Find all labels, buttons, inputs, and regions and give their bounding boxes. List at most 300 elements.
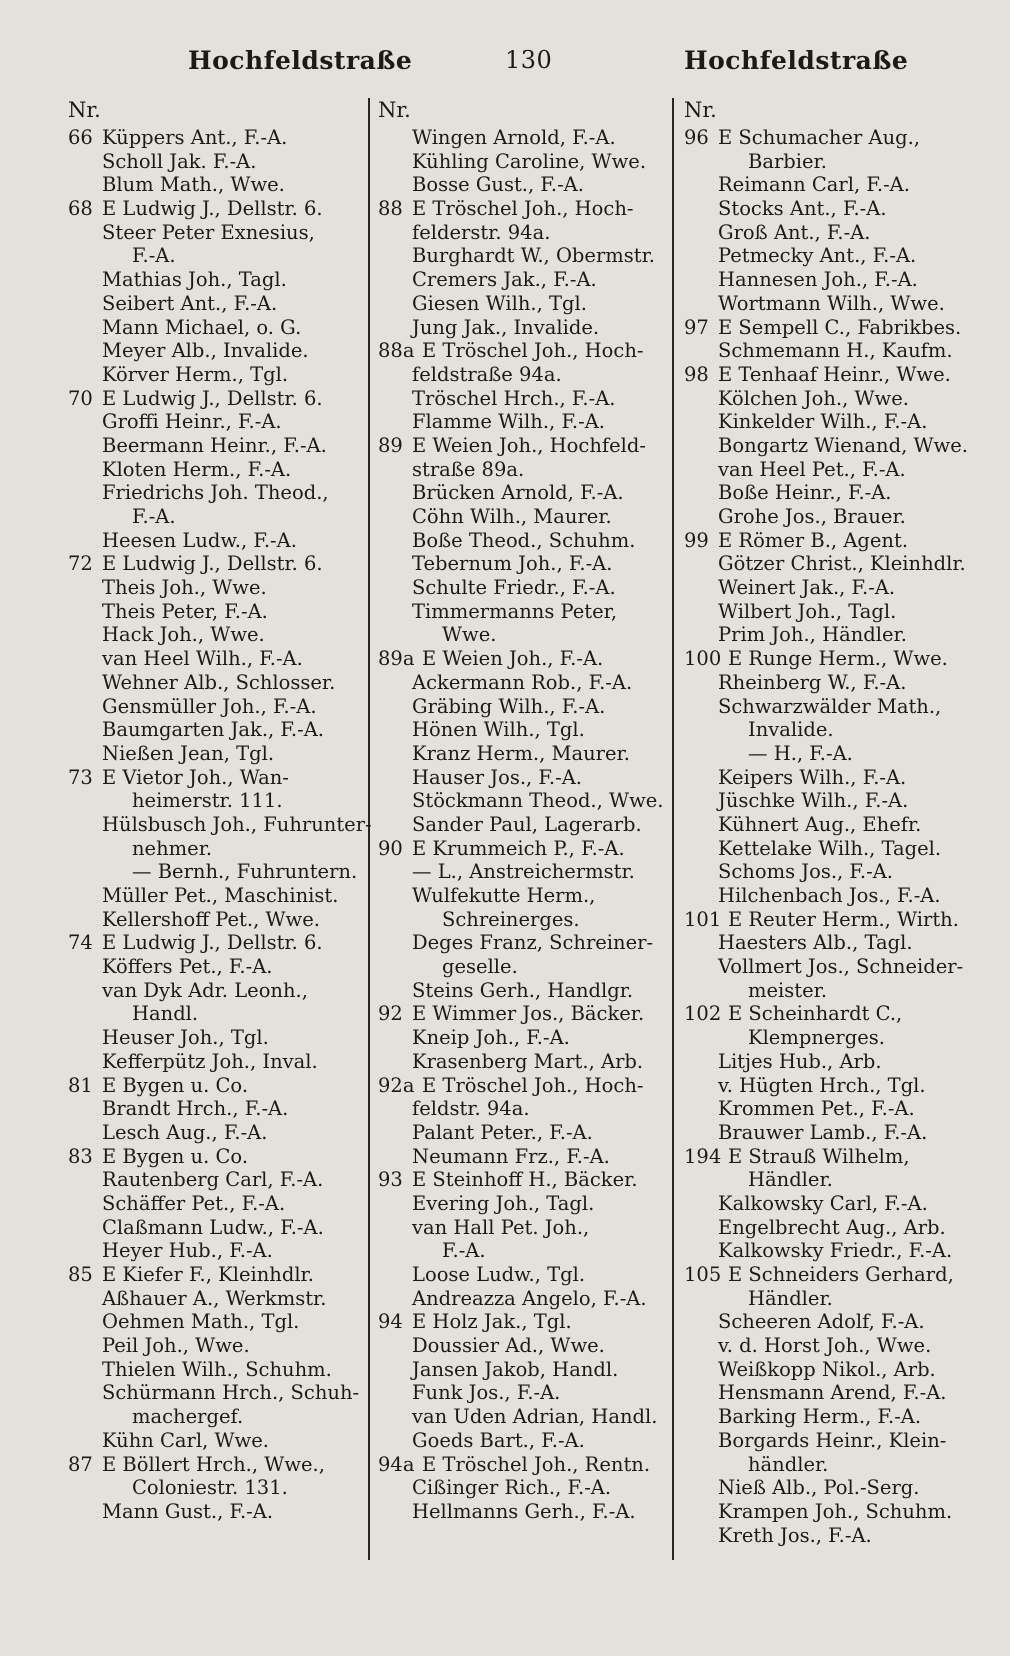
entry-text: E Tröschel Joh., Hoch-	[422, 1073, 644, 1097]
directory-entry	[68, 244, 364, 268]
entry-text: Neumann Frz., F.-A.	[412, 1144, 610, 1168]
entry-text: Wulfekutte Herm.,	[412, 884, 596, 907]
directory-entry	[684, 742, 984, 766]
directory-entry	[378, 173, 668, 197]
directory-entry	[378, 505, 668, 529]
house-number: 92a	[378, 1073, 415, 1097]
directory-entry	[68, 908, 364, 932]
directory-entry	[68, 1263, 364, 1287]
directory-entry	[684, 1500, 984, 1524]
entry-text: Doussier Ad., Wwe.	[412, 1334, 605, 1358]
entry-text: E Weien Joh., F.-A.	[422, 647, 604, 671]
entry-text: Brandt Hrch., F.-A.	[102, 1097, 289, 1121]
entry-text: Jung Jak., Invalide.	[412, 315, 600, 339]
directory-entry	[378, 1145, 668, 1169]
directory-entry	[378, 647, 668, 671]
entry-text: Hilchenbach Jos., F.-A.	[718, 884, 941, 907]
directory-entry	[684, 1026, 984, 1050]
entry-text: Küppers Ant., F.-A.	[102, 126, 288, 149]
entry-text: nehmer.	[132, 836, 213, 860]
directory-entry	[68, 173, 364, 197]
directory-entry	[378, 1476, 668, 1500]
entry-text: Cöhn Wilh., Maurer.	[412, 505, 612, 528]
entry-text: Funk Jos., F.-A.	[412, 1381, 561, 1405]
directory-entry	[378, 695, 668, 719]
directory-entry	[68, 1500, 364, 1524]
entry-text: Kneip Joh., F.-A.	[412, 1026, 570, 1050]
directory-entry	[378, 434, 668, 458]
entry-text: E Runge Herm., Wwe.	[728, 647, 948, 671]
entry-text: Kellershoff Pet., Wwe.	[102, 907, 320, 931]
directory-entry	[684, 1310, 984, 1334]
directory-entry	[68, 884, 364, 908]
entry-text: Giesen Wilh., Tgl.	[412, 291, 587, 315]
house-number: 94	[378, 1310, 403, 1334]
entry-text: E Krummeich P., F.-A.	[412, 836, 625, 860]
directory-entry	[684, 173, 984, 197]
entry-text: Baumgarten Jak., F.-A.	[102, 718, 324, 742]
entry-text: Bongartz Wienand, Wwe.	[718, 433, 968, 457]
entry-text: Heuser Joh., Tgl.	[102, 1026, 269, 1050]
entry-text: händler.	[748, 1452, 829, 1476]
directory-entry	[684, 410, 984, 434]
entry-text: Schulte Friedr., F.-A.	[412, 576, 616, 600]
entry-text: Schäffer Pet., F.-A.	[102, 1191, 286, 1215]
directory-entry	[378, 1002, 668, 1026]
directory-entry	[684, 1263, 984, 1287]
entry-text: Wwe.	[442, 623, 497, 647]
directory-entry	[378, 150, 668, 174]
entry-text: Vollmert Jos., Schneider-	[718, 955, 964, 979]
house-number: 83	[68, 1144, 93, 1168]
house-number: 73	[68, 765, 93, 789]
entry-text: Steins Gerh., Handlgr.	[412, 978, 634, 1002]
entry-text: Meyer Alb., Invalide.	[102, 339, 309, 363]
entry-text: E Steinhoff H., Bäcker.	[412, 1168, 638, 1192]
directory-entry	[684, 292, 984, 316]
entry-text: — L., Anstreichermstr.	[412, 860, 635, 884]
directory-entry	[68, 837, 364, 861]
entry-text: E Kiefer F., Kleinhdlr.	[102, 1263, 314, 1286]
directory-entry	[68, 812, 372, 837]
entry-text: Theis Peter, F.-A.	[102, 599, 268, 623]
house-number: 105	[684, 1263, 722, 1286]
directory-entry	[68, 1239, 364, 1263]
directory-entry	[378, 884, 668, 908]
entry-text: Peil Joh., Wwe.	[102, 1334, 250, 1358]
entry-text: E Bygen u. Co.	[102, 1144, 249, 1168]
entry-text: E Holz Jak., Tgl.	[412, 1310, 572, 1334]
entry-text: Schwarzwälder Math.,	[718, 694, 942, 718]
directory-entry	[68, 434, 364, 458]
directory-entry	[68, 1476, 364, 1500]
directory-entry	[68, 600, 364, 624]
directory-entry	[378, 1334, 668, 1358]
directory-entry	[684, 1121, 984, 1145]
entry-list	[68, 126, 372, 1524]
house-number: 74	[68, 931, 93, 955]
directory-entry	[68, 552, 364, 576]
entry-text: Litjes Hub., Arb.	[718, 1049, 882, 1073]
entry-text: Haesters Alb., Tagl.	[718, 931, 913, 955]
entry-text: Palant Peter., F.-A.	[412, 1120, 593, 1144]
entry-text: Hannesen Joh., F.-A.	[718, 268, 918, 292]
entry-text: Jansen Jakob, Handl.	[412, 1357, 619, 1381]
entry-text: E Reuter Herm., Wirth.	[728, 907, 959, 931]
directory-entry	[68, 529, 364, 553]
entry-text: Körver Herm., Tgl.	[102, 362, 289, 386]
directory-entry	[684, 931, 984, 955]
running-head-left: Hochfeldstraße	[188, 46, 413, 75]
house-number: 87	[68, 1452, 93, 1476]
entry-text: Hellmanns Gerh., F.-A.	[412, 1499, 636, 1523]
entry-text: Kloten Herm., F.-A.	[102, 457, 292, 481]
entry-text: — Bernh., Fuhruntern.	[132, 860, 358, 884]
entry-text: machergef.	[132, 1405, 244, 1429]
directory-entry	[684, 1145, 984, 1169]
entry-text: Tröschel Hrch., F.-A.	[412, 386, 616, 410]
directory-entry	[684, 197, 984, 221]
entry-text: Barking Herm., F.-A.	[718, 1405, 922, 1429]
directory-entry	[68, 1381, 364, 1405]
directory-entry	[68, 955, 364, 979]
entry-text: E Ludwig J., Dellstr. 6.	[102, 386, 323, 410]
directory-entry	[684, 979, 984, 1003]
entry-text: Aßhauer A., Werkmstr.	[102, 1286, 327, 1310]
entry-text: Kühling Caroline, Wwe.	[412, 149, 647, 173]
running-head-right: Hochfeldstraße	[684, 46, 909, 75]
entry-text: Oehmen Math., Tgl.	[102, 1310, 300, 1334]
directory-entry	[684, 1453, 984, 1477]
directory-entry	[68, 1358, 364, 1382]
directory-entry	[684, 813, 984, 837]
directory-entry	[684, 1192, 984, 1216]
directory-entry	[68, 1074, 364, 1098]
house-number: 96	[684, 126, 709, 149]
house-number: 70	[68, 386, 93, 410]
directory-entry	[684, 576, 984, 600]
house-number: 89	[378, 433, 403, 457]
directory-entry	[378, 1192, 668, 1216]
entry-text: E Weien Joh., Hochfeld-	[412, 433, 646, 457]
directory-entry	[378, 529, 668, 553]
entry-text: Kranz Herm., Maurer.	[412, 741, 630, 765]
directory-entry	[684, 1216, 984, 1240]
directory-entry	[378, 1026, 668, 1050]
entry-text: Cißinger Rich., F.-A.	[412, 1476, 612, 1500]
directory-entry	[68, 979, 364, 1003]
directory-entry	[68, 1192, 364, 1216]
directory-entry	[68, 718, 364, 742]
entry-text: Götzer Christ., Kleinhdlr.	[718, 552, 966, 576]
entry-text: Nieß Alb., Pol.-Serg.	[718, 1476, 920, 1500]
directory-entry	[68, 150, 364, 174]
directory-entry	[684, 1097, 984, 1121]
house-number: 97	[684, 315, 709, 339]
entry-text: Barbier.	[748, 149, 827, 173]
directory-entry	[68, 481, 364, 505]
entry-text: heimerstr. 111.	[132, 789, 283, 813]
house-number: 88	[378, 197, 403, 221]
directory-entry	[684, 647, 984, 671]
entry-text: Schoms Jos., F.-A.	[718, 860, 893, 884]
entry-list	[684, 126, 984, 1547]
house-number: 102	[684, 1002, 722, 1026]
entry-text: Bosse Gust., F.-A.	[412, 173, 584, 197]
directory-entry	[684, 150, 984, 174]
entry-text: Händler.	[748, 1168, 833, 1192]
house-number: 66	[68, 126, 93, 149]
directory-entry	[68, 1002, 364, 1026]
directory-entry	[68, 363, 364, 387]
entry-text: E Wimmer Jos., Bäcker.	[412, 1002, 645, 1026]
entry-list	[378, 126, 668, 1524]
house-number: 93	[378, 1168, 403, 1192]
directory-entry	[684, 1405, 984, 1429]
entry-text: Nießen Jean, Tgl.	[102, 741, 275, 765]
entry-text: Seibert Ant., F.-A.	[102, 291, 278, 315]
entry-text: Evering Joh., Tagl.	[412, 1191, 595, 1215]
directory-entry	[378, 1097, 668, 1121]
directory-entry	[684, 268, 984, 292]
directory-entry	[378, 1405, 668, 1429]
directory-entry	[684, 481, 984, 505]
entry-text: Claßmann Ludw., F.-A.	[102, 1215, 324, 1239]
directory-entry	[684, 955, 984, 979]
entry-text: Kalkowsky Carl, F.-A.	[718, 1191, 928, 1215]
entry-text: Gräbing Wilh., F.-A.	[412, 694, 606, 718]
entry-text: Timmermanns Peter,	[412, 599, 618, 623]
entry-text: Flamme Wilh., F.-A.	[412, 410, 606, 434]
directory-entry	[378, 410, 668, 434]
directory-entry	[684, 387, 984, 411]
directory-entry	[684, 552, 984, 576]
directory-entry	[378, 1263, 668, 1287]
entry-text: E Ludwig J., Dellstr. 6.	[102, 197, 323, 221]
entry-text: Brücken Arnold, F.-A.	[412, 481, 624, 505]
entry-text: Wingen Arnold, F.-A.	[412, 126, 616, 149]
house-number: 89a	[378, 647, 415, 671]
directory-entry	[68, 1310, 364, 1334]
directory-entry	[378, 339, 668, 363]
entry-text: Groß Ant., F.-A.	[718, 220, 871, 244]
entry-text: Hack Joh., Wwe.	[102, 623, 265, 647]
directory-entry	[68, 647, 364, 671]
entry-text: Blum Math., Wwe.	[102, 173, 285, 197]
entry-text: felderstr. 94a.	[412, 220, 551, 244]
nr-label: Nr.	[378, 98, 411, 122]
entry-text: Burghardt W., Obermstr.	[412, 244, 655, 268]
entry-text: Groffi Heinr., F.-A.	[102, 410, 282, 434]
directory-entry	[378, 1381, 668, 1405]
entry-text: Köffers Pet., F.-A.	[102, 955, 273, 979]
entry-text: Heyer Hub., F.-A.	[102, 1239, 273, 1263]
directory-entry	[378, 1074, 668, 1098]
directory-entry	[378, 268, 668, 292]
entry-text: Coloniestr. 131.	[132, 1476, 288, 1500]
entry-text: Kreth Jos., F.-A.	[718, 1523, 872, 1547]
directory-entry	[378, 1310, 668, 1334]
entry-text: feldstr. 94a.	[412, 1097, 530, 1121]
entry-text: Engelbrecht Aug., Arb.	[718, 1215, 946, 1239]
entry-text: Schürmann Hrch., Schuh-	[102, 1381, 360, 1405]
entry-text: Theis Joh., Wwe.	[102, 576, 267, 600]
directory-entry	[68, 695, 364, 719]
entry-text: Kölchen Joh., Wwe.	[718, 386, 909, 410]
directory-entry	[68, 505, 364, 529]
directory-entry	[684, 884, 984, 908]
house-number: 72	[68, 552, 93, 576]
directory-entry	[68, 1334, 364, 1358]
directory-entry	[684, 1002, 984, 1026]
entry-text: Wortmann Wilh., Wwe.	[718, 291, 945, 315]
house-number: 92	[378, 1002, 403, 1026]
directory-entry	[684, 718, 984, 742]
entry-text: Grohe Jos., Brauer.	[718, 505, 906, 528]
directory-entry	[684, 789, 984, 813]
directory-entry	[378, 244, 668, 268]
entry-text: geselle.	[442, 955, 518, 979]
directory-entry	[378, 576, 668, 600]
entry-text: Weißkopp Nikol., Arb.	[718, 1357, 936, 1381]
entry-text: F.-A.	[132, 244, 176, 268]
directory-entry	[378, 813, 668, 837]
directory-entry	[378, 126, 668, 150]
entry-text: Wilbert Joh., Tagl.	[718, 599, 897, 623]
entry-text: Hensmann Arend, F.-A.	[718, 1381, 947, 1405]
directory-entry	[684, 1074, 984, 1098]
entry-text: Loose Ludw., Tgl.	[412, 1263, 586, 1286]
entry-text: Scheeren Adolf, F.-A.	[718, 1310, 925, 1334]
entry-text: Kühnert Aug., Ehefr.	[718, 812, 922, 836]
directory-entry	[378, 197, 668, 221]
directory-entry	[684, 1381, 984, 1405]
directory-entry	[68, 623, 364, 647]
entry-text: E Strauß Wilhelm,	[728, 1144, 910, 1168]
directory-entry	[684, 766, 984, 790]
directory-entry	[378, 1168, 668, 1192]
entry-text: Kefferpütz Joh., Inval.	[102, 1049, 318, 1073]
entry-text: van Heel Wilh., F.-A.	[102, 647, 303, 671]
entry-text: Sander Paul, Lagerarb.	[412, 812, 642, 836]
entry-text: Keipers Wilh., F.-A.	[718, 765, 907, 789]
entry-text: Borgards Heinr., Klein-	[718, 1428, 947, 1452]
directory-entry	[68, 576, 364, 600]
entry-text: Kühn Carl, Wwe.	[102, 1428, 269, 1452]
directory-entry	[378, 931, 668, 955]
directory-entry	[684, 837, 984, 861]
entry-text: Boße Theod., Schuhm.	[412, 528, 636, 552]
entry-text: F.-A.	[442, 1239, 486, 1263]
directory-entry	[684, 339, 984, 363]
house-number: 100	[684, 647, 722, 671]
directory-entry	[68, 1429, 364, 1453]
directory-entry	[684, 1287, 984, 1311]
entry-text: E Ludwig J., Dellstr. 6.	[102, 552, 323, 576]
directory-entry	[378, 1216, 668, 1240]
entry-text: van Uden Adrian, Handl.	[412, 1405, 658, 1429]
entry-text: v. Hügten Hrch., Tgl.	[718, 1073, 926, 1097]
house-number: 99	[684, 528, 709, 552]
entry-text: E Schneiders Gerhard,	[728, 1263, 954, 1286]
directory-entry	[684, 695, 984, 719]
directory-entry	[378, 458, 668, 482]
directory-entry	[378, 363, 668, 387]
directory-entry	[684, 623, 984, 647]
directory-entry	[68, 221, 364, 245]
directory-entry	[378, 387, 668, 411]
directory-entry	[684, 1476, 984, 1500]
entry-text: Hauser Jos., F.-A.	[412, 765, 582, 789]
entry-text: Mann Gust., F.-A.	[102, 1499, 274, 1523]
directory-entry	[378, 1429, 668, 1453]
directory-entry	[378, 623, 668, 647]
nr-label: Nr.	[684, 98, 717, 122]
directory-entry	[378, 1287, 668, 1311]
house-number: 94a	[378, 1452, 415, 1476]
directory-entry	[684, 505, 984, 529]
entry-text: E Tröschel Joh., Rentn.	[422, 1452, 651, 1476]
entry-text: Wehner Alb., Schlosser.	[102, 670, 336, 694]
directory-entry	[68, 1453, 364, 1477]
directory-entry	[68, 126, 364, 150]
entry-text: Krommen Pet., F.-A.	[718, 1097, 915, 1121]
entry-text: Boße Heinr., F.-A.	[718, 481, 892, 505]
entry-text: Goeds Bart., F.-A.	[412, 1428, 585, 1452]
column-3	[684, 98, 984, 1547]
directory-entry	[378, 1239, 668, 1263]
entry-text: Petmecky Ant., F.-A.	[718, 244, 917, 268]
directory-entry	[684, 600, 984, 624]
directory-entry	[68, 766, 364, 790]
directory-entry	[378, 221, 668, 245]
directory-entry	[68, 1050, 364, 1074]
directory-entry	[68, 387, 364, 411]
directory-entry	[378, 292, 668, 316]
directory-entry	[378, 742, 668, 766]
entry-text: F.-A.	[132, 505, 176, 528]
directory-entry	[684, 244, 984, 268]
entry-text: Brauwer Lamb., F.-A.	[718, 1120, 928, 1144]
entry-text: Hönen Wilh., Tgl.	[412, 718, 585, 742]
directory-entry	[68, 931, 364, 955]
entry-text: Heesen Ludw., F.-A.	[102, 528, 297, 552]
entry-text: Mann Michael, o. G.	[102, 315, 302, 339]
house-number: 85	[68, 1263, 93, 1286]
house-number: 90	[378, 836, 403, 860]
entry-text: Gensmüller Joh., F.-A.	[102, 694, 317, 718]
entry-text: Tebernum Joh., F.-A.	[412, 552, 613, 576]
entry-text: Schmemann H., Kaufm.	[718, 339, 953, 363]
entry-text: Schreinerges.	[442, 907, 580, 931]
directory-entry	[68, 860, 364, 884]
entry-text: Reimann Carl, F.-A.	[718, 173, 910, 197]
entry-text: E Vietor Joh., Wan-	[102, 765, 289, 789]
column-2	[378, 98, 668, 1524]
house-number: 194	[684, 1144, 722, 1168]
house-number: 98	[684, 362, 709, 386]
directory-entry	[378, 1358, 668, 1382]
directory-entry	[68, 671, 364, 695]
entry-text: Krasenberg Mart., Arb.	[412, 1049, 644, 1073]
directory-entry	[684, 363, 984, 387]
entry-text: E Tenhaaf Heinr., Wwe.	[718, 362, 951, 386]
entry-text: E Tröschel Joh., Hoch-	[412, 197, 634, 221]
entry-text: Müller Pet., Maschinist.	[102, 884, 339, 907]
directory-entry	[378, 955, 668, 979]
directory-entry	[378, 600, 668, 624]
house-number: 88a	[378, 339, 415, 363]
